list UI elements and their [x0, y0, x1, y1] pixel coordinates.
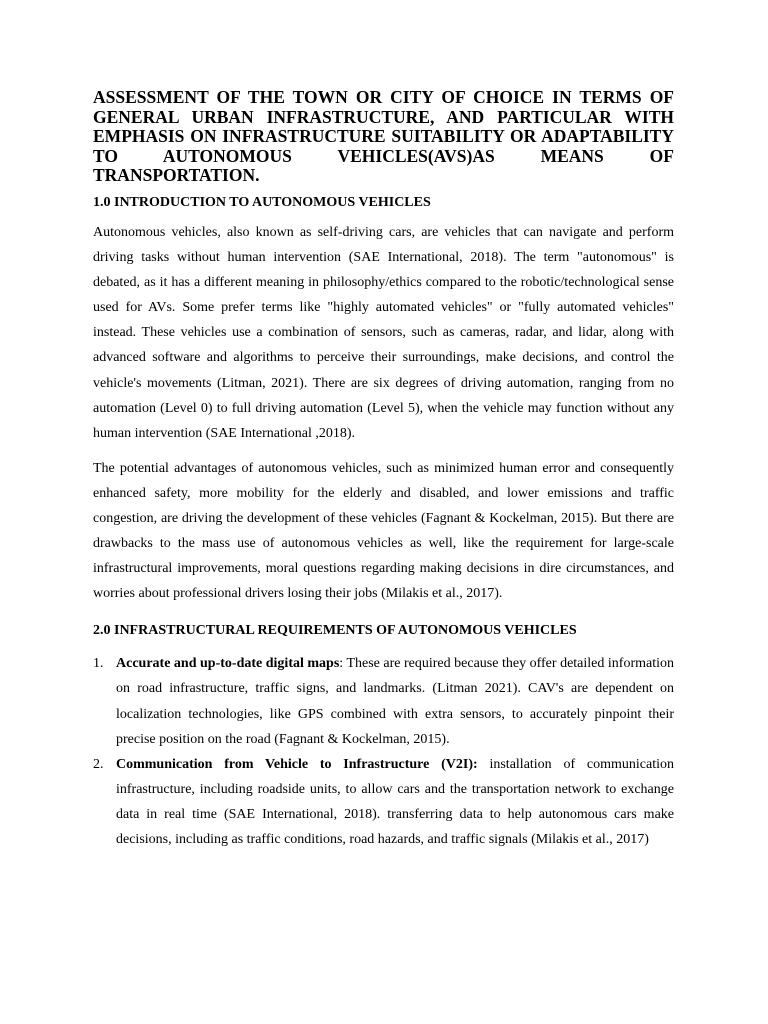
section-1-heading: 1.0 INTRODUCTION TO AUTONOMOUS VEHICLES — [93, 194, 431, 210]
section-2-heading: 2.0 INFRASTRUCTURAL REQUIREMENTS OF AUTONOMOUS VEHICLES — [93, 623, 577, 639]
list-item-text: installation of communication infrastructure, including roadside units, to allow cars and the transportation network to exchange data in real time (SAE International, 2018). transferring data to help autonomous cars make decisions, including as traffic conditions, road hazards, and traffic signals (Milakis et al., 2017) — [116, 756, 674, 848]
requirements-list — [93, 651, 674, 852]
list-item-number: 1. — [93, 656, 104, 672]
list-item-text: : These are required because they offer detailed information on road infrastructure, traffic signs, and landmarks. (Litman 2021). CAV's are dependent on localization technologies, like GPS combined with extra sensors, to accurately pinpoint their precise position on the road (Fagnant & Kockelman, 2015). — [116, 656, 674, 747]
list-item — [93, 651, 674, 751]
document-body — [93, 88, 674, 852]
list-item — [93, 752, 674, 852]
document-title: ASSESSMENT OF THE TOWN OR CITY OF CHOICE IN TERMS OF GENERAL URBAN INFRASTRUCTURE, AND PARTICULAR WITH EMPHASIS ON INFRASTRUCTURE SUITABILITY OR ADAPTABILITY TO AUTONOMOUS VEHICLES(AVS)AS MEANS OF TRANSPORTATION. — [93, 87, 674, 186]
list-item-lead: Communication from Vehicle to Infrastructure (V2I): — [116, 756, 478, 772]
list-item-number: 2. — [93, 756, 104, 772]
section-1-paragraph-1: Autonomous vehicles, also known as self-driving cars, are vehicles that can navigate and perform driving tasks without human intervention (SAE International, 2018). The term "autonomous" is debated, as it has a different meaning in philosophy/ethics compared to the robotic/technological sense used for AVs. Some prefer terms like "highly automated vehicles" or "fully automated vehicles" instead. These vehicles use a combination of sensors, such as cameras, radar, and lidar, along with advanced software and algorithms to perceive their surroundings, make decisions, and control the vehicle's movements (Litman, 2021). There are six degrees of driving automation, ranging from no automation (Level 0) to full driving automation (Level 5), when the vehicle may function without any human intervention (SAE International ,2018). — [93, 224, 674, 441]
section-1-paragraph-2: The potential advantages of autonomous vehicles, such as minimized human error and consequently enhanced safety, more mobility for the elderly and disabled, and lower emissions and traffic congestion, are driving the development of these vehicles (Fagnant & Kockelman, 2015). But there are drawbacks to the mass use of autonomous vehicles as well, like the requirement for large-scale infrastructural improvements, moral questions regarding making decisions in dire circumstances, and worries about professional drivers losing their jobs (Milakis et al., 2017). — [93, 460, 674, 602]
list-item-lead: Accurate and up-to-date digital maps — [116, 656, 340, 672]
